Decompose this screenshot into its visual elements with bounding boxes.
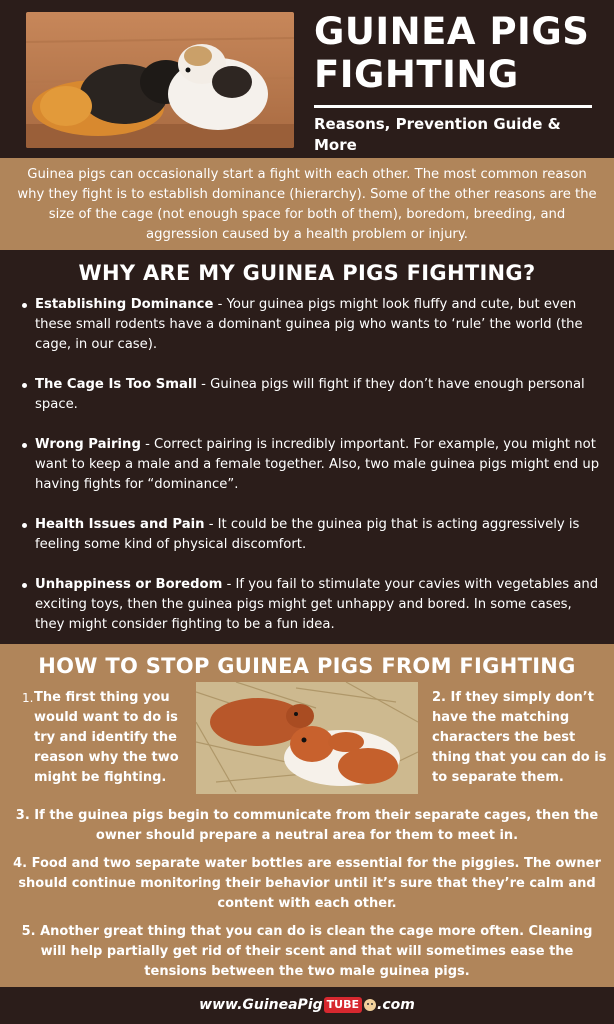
- reasons-list: [0, 295, 614, 635]
- reason-name: Unhappiness or Boredom: [35, 577, 223, 592]
- header: [0, 0, 614, 158]
- step-4: 4. Food and two separate water bottles are essential for the piggies. The owner should continue monitoring their behavior until it’s sure that they’re calm and content with each other.: [13, 856, 601, 911]
- list-item: [0, 375, 614, 415]
- reason-text: - Correct pairing is incredibly important. For example, you might not want to keep a male and a female together. Also, two male guinea pigs might end up having fights for “dominance”.: [35, 437, 600, 492]
- title-line-2: FIGHTING: [314, 53, 519, 96]
- step-1: [14, 688, 186, 788]
- footer-url-suffix: .com: [377, 997, 415, 1013]
- reason-text: - Your guinea pigs might look fluffy and cute, but even these small rodents have a dominant guinea pig who wants to ‘rule’ the world (the cage, in our case).: [35, 297, 583, 352]
- step-1-number: 1.: [22, 691, 34, 705]
- reason-name: Wrong Pairing: [35, 437, 141, 452]
- intro-paragraph: Guinea pigs can occasionally start a fight with each other. The most common reason why they fight is to establish dominance (hierarchy). Some of the other reasons are the size of the cage (not enough space for both of them), boredom, breeding, and aggression caused by a health problem or injury.: [0, 158, 614, 250]
- reason-text: - It could be the guinea pig that is acting aggressively is feeling some kind of physical discomfort.: [35, 517, 580, 552]
- list-item: [0, 435, 614, 495]
- title-divider: [314, 105, 592, 108]
- step-2: 2. If they simply don’t have the matching characters the best thing that you can do is to separate them.: [432, 690, 607, 785]
- step-1-text: The first thing you would want to do is try and identify the reason why the two might be fighting.: [34, 690, 179, 785]
- reason-text: - If you fail to stimulate your cavies with vegetables and exciting toys, then the guinea pigs might get unhappy and bored. In some cases, they might consider fighting to be a fun idea.: [35, 577, 599, 632]
- guinea-pig-logo-icon: [363, 998, 377, 1012]
- page-title: [314, 10, 604, 96]
- why-section-title: WHY ARE MY GUINEA PIGS FIGHTING?: [78, 261, 536, 285]
- page-subtitle: Reasons, Prevention Guide & More: [314, 115, 561, 154]
- footer-url-prefix: www.GuineaPig: [199, 997, 323, 1013]
- site-footer[interactable]: [0, 987, 614, 1024]
- title-line-1: GUINEA PIGS: [314, 10, 590, 53]
- reason-name: Health Issues and Pain: [35, 517, 205, 532]
- guinea-pigs-hay-photo: [196, 682, 418, 794]
- why-section: [0, 250, 614, 644]
- stop-section-title: HOW TO STOP GUINEA PIGS FROM FIGHTING: [38, 654, 576, 678]
- guinea-pigs-photo: [26, 12, 294, 148]
- list-item: [0, 515, 614, 555]
- reason-name: Establishing Dominance: [35, 297, 214, 312]
- reason-text: - Guinea pigs will fight if they don’t have enough personal space.: [35, 377, 585, 412]
- step-3: 3. If the guinea pigs begin to communicate from their separate cages, then the owner should prepare a neutral area for them to meet in.: [15, 808, 599, 843]
- tube-badge: TUBE: [324, 997, 362, 1013]
- list-item: [0, 295, 614, 355]
- reason-name: The Cage Is Too Small: [35, 377, 197, 392]
- step-5: 5. Another great thing that you can do is clean the cage more often. Cleaning will help partially get rid of their scent and that will sometimes ease the tensions between the two male guinea pigs.: [21, 924, 593, 979]
- list-item: [0, 575, 614, 635]
- stop-section: [0, 644, 614, 987]
